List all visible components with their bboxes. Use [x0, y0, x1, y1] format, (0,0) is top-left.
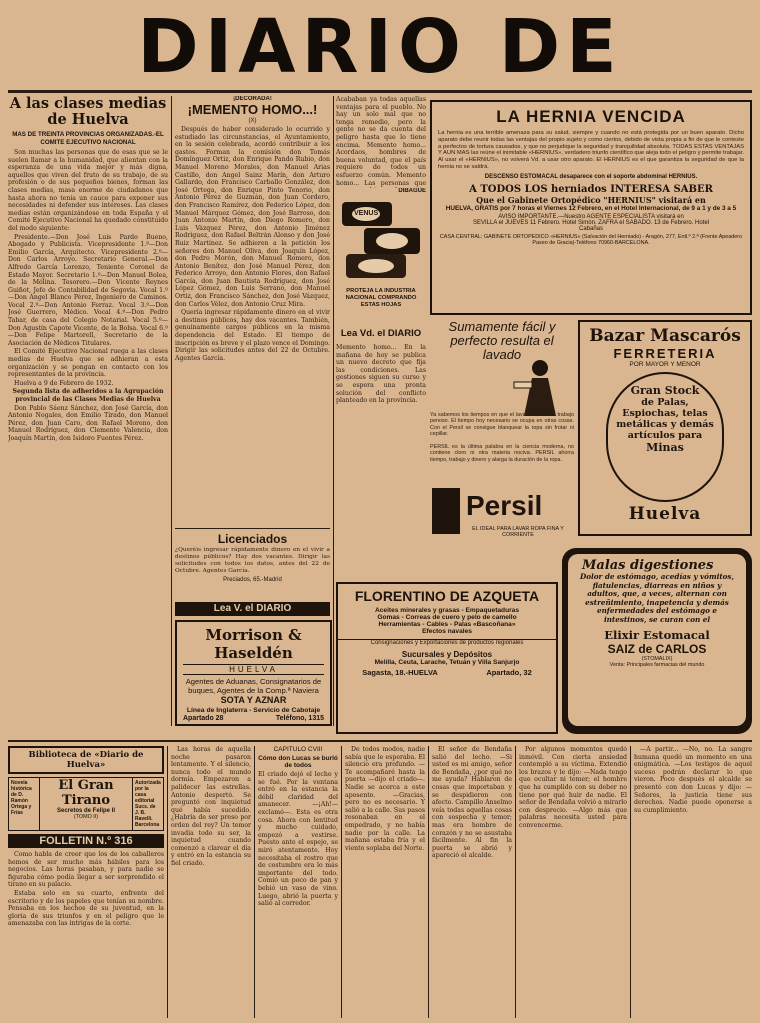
- column-rule: [630, 746, 631, 1018]
- razor-blade-icon: [336, 194, 426, 284]
- ad-title: Morrison & Haseldén: [205, 626, 302, 662]
- article-number: (X): [248, 118, 257, 124]
- ad-cities: SEVILLA el JUEVES 11 Febrero. Hotel Simón. ZAFRA el SABADO. 13 de Febrero. Hotel Cabañas: [473, 219, 709, 232]
- ad-line: Línea de Inglaterra - Servicio de Cabotaje: [186, 707, 321, 714]
- article-body: Memento homo... En la mañana de hoy se publica un nuevo decreto que fija las condiciones. Las gestiones siguen su curso y se espera una pronta solución del conflicto planteado en la provincia.: [336, 344, 426, 405]
- article-body: Acababan ya todas aquellas ventajas para el pueblo. No hay un solo mal que no tenga remedio, pero la gente no se da cuenta del peligro hasta que lo tiene encima. Memento homo... Acordaos, hombres de buena voluntad, que el país requiere de todos un esfuerzo común. Memento homo... Las personas que: [336, 96, 426, 187]
- serial-column: [432, 746, 512, 1018]
- article-centre-bottom: [336, 344, 426, 580]
- ad-closing: DESCENSO ESTOMACAL desaparece con el soporte abdominal HERNIUS.: [484, 173, 698, 180]
- column-rule: [428, 746, 429, 1018]
- ad-caption: PROTEJA LA INDUSTRIA NACIONAL COMPRANDO ESTAS HOJAS: [345, 288, 417, 308]
- ad-footer: Huelva: [628, 504, 702, 524]
- ad-lead2: Que el Gabinete Ortopédico "HERNIUS" visitará en: [476, 194, 706, 205]
- ad-body: ¿Queréis ingresar rápidamente dinero en el vivir a destinos públicos? Hay dos vacantes. Dirigir las solicitudes con todos los datos, antes del 22 de Octubre. Agentes García.: [175, 547, 330, 574]
- ad-morrison-haselden: [175, 620, 332, 726]
- ad-body: Dolor de estómago, acedías y vómitos, flatulencias, diarreas en niños y adultos, que, a veces, alternan con estreñimiento, inapetencia y demás enfermedades del estómago e intestinos, se curan con el: [580, 572, 734, 624]
- biblioteca-header: Biblioteca de «Diario de Huelva»: [8, 746, 164, 774]
- ad-bazar-mascaros: [578, 320, 752, 536]
- column-rule: [254, 746, 255, 1018]
- ad-brand-sub: (STOMALIX): [641, 655, 673, 662]
- article-subtitle: MAS DE TREINTA PROVINCIAS ORGANIZADAS.-EL COMITE EJECUTIVO NACIONAL: [12, 131, 164, 146]
- article-memento: [175, 96, 330, 526]
- ad-label: DIBAGUE: [398, 188, 426, 194]
- column-rule: [341, 746, 342, 1018]
- article-centre-top: [336, 96, 426, 188]
- ad-oval-line: Gran Stock: [630, 384, 700, 397]
- book-left-label: Novela histórica de D. Ramón Ortega y Frías: [9, 778, 40, 830]
- ad-line: Sagasta, 18.-HUELVA: [362, 668, 438, 677]
- article-title: A las clases medias de Huelva: [9, 96, 167, 128]
- persil-box-icon: [432, 488, 460, 534]
- article-paragraph: El Comité Ejecutivo Nacional ruega a las clases medias de Huelva que se adhieran a esta organización y se pongan en contacto con los representantes de la provincia.: [8, 348, 168, 379]
- ad-contacts: [177, 715, 330, 722]
- serial-paragraph: El señor de Bendaña salió del lecho. —Si usted es mi amigo, señor de Bendaña, ¿por qué no me ayuda? Hablaron de cosas que importaban y se despidieron con afecto. Campillo Anselmo veía todas aquellas cosas con sospecha y temor; mas era hombre de corazón y no se asustaba fácilmente. Al fin la puerta se abrió y apareció el alcalde.: [432, 746, 512, 860]
- ad-title: Malas digestiones: [582, 558, 714, 573]
- article-paragraph: Quería ingresar rápidamente dinero en el vivir a destinos públicos, hay dos vacantes. También, genuinamente cargos públicos en la misma dependencia del Estado. El tiempo de inscripción es breve y el plazo vence el Domingo. Dirigir las solicitudes antes del 22 de Octubre. Agentes García.: [175, 309, 330, 362]
- ad-city: HUELVA: [183, 664, 324, 675]
- ad-line: Aceites minerales y grasas - Empaquetaduras: [374, 607, 520, 614]
- serial-paragraph: Por algunos momentos quedó inmóvil. Con cierta ansiedad contempló a su víctima. Extendió los brazos y le dijo: —Nada tengo que ocultar ni temer; el hombre que ha cumplido con su deber no tiene por qué huir de nadie. El señor de Bendaña volvió a mirarlo con desprecio. —Algo más que palabras necesita usted para convencerme.: [519, 746, 627, 829]
- masthead-rule: [8, 90, 752, 93]
- ad-digestiones-panel: [568, 554, 746, 726]
- ad-florentino: [336, 582, 558, 734]
- ad-line: Efectos navales: [422, 628, 472, 635]
- book-subtitle: Secretos de Felipe II: [56, 808, 116, 814]
- ad-address: CASA CENTRAL: GABINETE ORTOPEDICO «HERNIUS» (Salvación del Herniado) - Aragón, 277, Entl.º 2.ª (Frente Apeadero Paseo de Gracia)-Teléfono 70960-BARCELONA.: [439, 233, 743, 246]
- book-title: El Gran Tirano: [58, 778, 114, 808]
- ad-line: buques, Agentes de la Comp.ª Naviera: [188, 686, 319, 695]
- article-signature: Huelva a 9 de Febrero de 1932.: [14, 379, 114, 387]
- ad-title: LA HERNIA VENCIDA: [496, 107, 686, 126]
- article-paragraph: Después de haber considerado lo ocurrido y estudiado las circunstancias, el Ayuntamiento, en la sesión celebrada, acordó contribuir a los gastos. Forman la comisión don Tomás Domínguez Ortiz, don Enrique Pando Rubio, don Manuel Moreno Morales, don Manuel Arias Castillo, don Angel Sainz Marín, don Arturo Gallardo, don Francisco Carballo González, don José Ortega, don Enrique Pinto Tenorio, don Antonio Pérez de Guzmán, don Juan Cordero, don Francisco Ramírez, don Federico López, don Manuel Márquez Gómez, don José Barroso, don Juan Antonio Martín, don Diego Romero, don Luis Vázquez Pérez, don Antonio Jiménez Rodríguez, don Rafael Beltrán Alonso y don José Ruiz Martínez. Se adhieren a la petición los señores don Manuel Oliva, don Joaquín López, don Pedro Morón, don Manuel Romero, don Antonio Benítez, don José Manuel Pérez, don Federico Arroyo, don Antonio Flores, don Rafael García, don Juan Bautista Rodríguez, don José López Gómez, don Luis Serrano, don Manuel Ortiz, don Francisco Sánchez, don José Vázquez, don Carlos Vélez, don Antonio Cruz Mira.: [175, 126, 330, 308]
- ad-lead: A TODOS LOS herniados INTERESA SABER: [469, 183, 713, 195]
- ad-line: Apartado, 32: [486, 668, 532, 677]
- folletin-body: [8, 851, 164, 928]
- column-rule: [167, 746, 168, 1018]
- ad-line: Gomas - Correas de cuero y pelo de camello: [377, 614, 517, 621]
- column-rule: [171, 96, 172, 726]
- article-body: [175, 126, 330, 362]
- ad-line: Agentes de Aduanas, Consignatarios de: [185, 677, 322, 686]
- article-list-head: Segunda lista de adheridos a la Agrupación provincial de las Clases Medias de Huelva: [12, 388, 164, 403]
- ad-oval: [606, 372, 724, 502]
- ad-persil: [430, 320, 574, 576]
- ad-footer: Preciados, 65.-Madrid: [223, 577, 282, 583]
- ad-subtitle2: POR MAYOR Y MENOR: [629, 361, 701, 368]
- column-rule: [515, 746, 516, 1018]
- ad-line: Sucursales y Depósitos: [401, 650, 493, 659]
- chapter-title: Cómo don Lucas se burló de todos: [258, 755, 338, 769]
- book-banner: [8, 777, 164, 831]
- ad-body: La hernia es una terrible amenaza para su salud, siempre y cuando no está protegida por un buen aparato. Dicho aparato debe reunir todas las ventajas del propio sujeto y como ciertos, debido de vista propia a fin de que le conteste a perfectos de tortura causados, y que no perjudique la seguridad y tranquilidad absoluta. TODAS ESTAS VENTAJAS Y AUN MAS las reúne el inimitable «HERNIUS», verdadero triunfo científico que aleja todo el peligro y permite trabajar. Al usar el «HERNIUS», no volverá Vd. a usar otro aparato. El HERNIUS es el que garantiza la seguridad de que la hernia no se saldrá.: [438, 130, 744, 170]
- ad-address-row: [338, 668, 556, 677]
- ad-title: Licenciados: [217, 532, 288, 546]
- masthead-title: DIARIO DE: [137, 4, 623, 90]
- ad-apartado: Apartado 28: [183, 715, 224, 722]
- column-rule: [333, 96, 334, 726]
- ad-brand: VENUS: [354, 210, 379, 217]
- ad-headline: Sumamente fácil y perfecto resulta el lavado: [448, 320, 556, 362]
- ad-digestiones: [562, 548, 752, 734]
- laundry-woman-icon: [510, 356, 570, 416]
- ad-body: Ya sabemos los tiempos en que el lavado resultaba trabajo penoso. El tiempo hoy necesario se ocupa en otras cosas. Con el Persil se consigue blanquear la ropa sin frotar ni cepillar.: [430, 412, 574, 438]
- folletin-number: FOLLETIN N.º 316: [8, 834, 164, 848]
- book-right-label: Autorizada por la casa editorial Sucs. de J. B. Ravelli. Barcelona: [132, 778, 163, 830]
- ad-oval-line: de Palas, Espiochas, telas metálicas y demás artículos para: [616, 397, 714, 441]
- ad-line: Consignaciones y Exportaciones de productos regionales: [338, 639, 556, 646]
- book-title-block: [40, 778, 132, 830]
- ad-line: Melilla, Ceuta, Larache, Tetuán y Villa Sanjurjo: [374, 659, 520, 666]
- ad-tagline: EL IDEAL PARA LAVAR ROPA FINA Y CORRIENTE: [472, 526, 564, 538]
- article-body: [8, 149, 168, 443]
- serial-column: [634, 746, 752, 1018]
- ad-notice: AVISO IMPORTANTE.—Nuestro AGENTE ESPECIALISTA visitará en: [498, 213, 684, 220]
- ad-licenciados: [175, 528, 330, 601]
- article-kicker: ¡DECORADA!: [233, 96, 272, 102]
- ad-subtitle: FERRETERIA: [613, 346, 717, 361]
- ad-body: PERSIL es la última palabra en la ciencia moderna, no contiene cloro ni otra materia nociva. PERSIL ahorra tiempo, trabajo y dinero y alarga la duración de la ropa.: [430, 444, 574, 463]
- folletin-paragraph: Como habla de creer que los de los caballeros hemos de ser mucho más hábiles para los negocios. Las horas pasaban, y para nadie se figuraba cómo podía llegar a ser sorprendido el tirano en su palacio.: [8, 851, 164, 889]
- book-volume: (TOMO II): [73, 814, 99, 820]
- article-paragraph: Presidente.—Don José Luis Pardo Bueno, Abogado y Publicista. Vicepresidente 1.º—Don Emilio García, Arquitecto. Vicepresidente 2.º—Don Carlos Arroyo. Secretario General.—Don Alfredo García Lorenzo, Teniente Coronel de Estado Mayor. Secretario 1.º—Don Manuel Bolea, de la Mólina. Tesorero.—Don Vicente Reynes Guiñot, Jefe de Contabilidad de Segovia. Vocal 1.º—Don Angel Blanco Pérez, Ingeniero de Caminos. Vocal 2.º—Don Antonio Ferraz. Vocal 3.º—Don José Guerrero, Médico. Vocal 4.º—Don Pedro Tabar, de casa del Colegio Notarial. Vocal 5.º—Don Agustín Capote Vicente, de la Bolsa. Vocal 6.º—Don Felipe Martorell, Secretario de la Asociación de Médicos Titulares.: [8, 233, 168, 347]
- ad-brand: Persil: [466, 490, 543, 521]
- article-paragraph: Don Pablo Sáenz Sánchez, don José García, don Antonio Nogales, don Emilio Tirado, don Manuel Pérez, don Juan Caro, don Rafael Moreno, don Manuel Rodríguez, don Clemente Valencia, don Joaquín Martín, don Isidoro Fuentes Pérez.: [8, 404, 168, 442]
- ad-line: SOTA Y AZNAR: [220, 695, 287, 705]
- section-rule: [8, 740, 752, 742]
- serial-paragraph: De todos modos, nadie sabía que le esperaba. El silencio era profundo. —Te acompañaré hasta la puerta —dijo el criado—. Nadie se acerca a este aposento. —Gracias, pero no es necesario. Y salió a la calle. Sus pasos resonaban en el empedrado, y no había nadie por la calle. La mañana estaba fría y el viento soplaba del Norte.: [345, 746, 425, 852]
- ad-brand: SAIZ de CARLOS: [607, 641, 707, 656]
- ad-line: Herramientas - Cables - Palas «Bascoñana»: [378, 621, 516, 628]
- banner-lea-diario: Lea V. el DIARIO: [175, 602, 330, 616]
- ad-visit: HUELVA, GRATIS por 7 horas el Viernes 12 Febrero, en el Hotel Internacional, de 9 a 1 y de 3 a 5: [445, 204, 737, 212]
- ad-product: Elixir Estomacal: [604, 627, 710, 642]
- serial-paragraph: —A partir... —No, no. La sangre humana quedó un momento en una enigmática. —Los testigos de aquel suceso podrán declarar lo que vieron. Poco después el alcalde se presentó con don Lucas y dijo: —Señores, la justicia tiene sus derechos. Nadie puede oponerse a su cumplimiento.: [634, 746, 752, 814]
- serial-paragraph: Las horas de aquella noche pasaron lentamente. Y el silencio, nunca todo el mundo dormía. Empezaron a palidecer las estrellas. Antonio despertó. Se preguntó con inquietud qué había sucedido. ¿Habría de ser preso por orden del rey? Un temor invadía todo su ser, la inquietud cuando comenzó a clarear el día y entró en la estancia su fiel criado.: [171, 746, 251, 867]
- ad-hernia: [430, 100, 752, 315]
- serial-paragraph: El criado dejó el lecho y se fué. Por la ventana entró en la estancia la débil claridad del amanecer. —¡Ah!—exclamó—. Esta es otra cosa. Ahora con lentitud y mucho cuidado, empezó a vestirse. Puesto ante el espejo, se miró atentamente. Hoy necesitaba el rostro que de costumbre era lo más importante del todo. Comió un poco de pan y bebió un vaso de vino. Luego, abrió la puerta y salió al corredor.: [258, 771, 338, 908]
- article-title: ¡MEMENTO HOMO...!: [187, 102, 318, 117]
- serial-column: [519, 746, 627, 1018]
- ad-title: Bazar Mascarós: [589, 326, 741, 346]
- folletin-paragraph: Estaba solo en su cuarto, enfrente del escritorio y de los papeles que tenían su nombre. Pensaba en los hechos de su juventud, en la gloria de sus triunfos y en el peligro que le amenazaba con las intrigas de la corte.: [8, 889, 164, 928]
- ad-oval-line: Minas: [646, 441, 684, 454]
- serial-column: [258, 746, 338, 1018]
- banner-lea-diario: Lea Vd. el DIARIO: [340, 328, 422, 339]
- folletin-section: [8, 746, 164, 1018]
- serial-column: [171, 746, 251, 1018]
- serial-column: [345, 746, 425, 1018]
- article-paragraph: Son muchas las personas que de esas que se le suelen llamar a la humanidad, que alientan con la esperanza de una vida mejor y más digna, aquellos que viven del fruto de su trabajo, de su profesión o de sus pequeños bienes, forman las clases medias, masa enorme de ciudadanos que hasta ahora no tenía un cauce para exponer sus necesidades ni defender sus intereses. Las clases medias están organizándose en toda España y el Comité Ejecutivo Nacional ha quedado constituido del modo siguiente:: [8, 149, 168, 232]
- ad-telefono: Teléfono, 1315: [275, 715, 324, 722]
- ad-venus: [336, 188, 426, 312]
- chapter-number: CAPITULO CVIII: [273, 746, 323, 753]
- article-clases-medias: [8, 96, 168, 726]
- ad-title: FLORENTINO DE AZQUETA: [354, 588, 540, 604]
- ad-footer: Venta: Principales farmacias del mundo: [609, 661, 705, 668]
